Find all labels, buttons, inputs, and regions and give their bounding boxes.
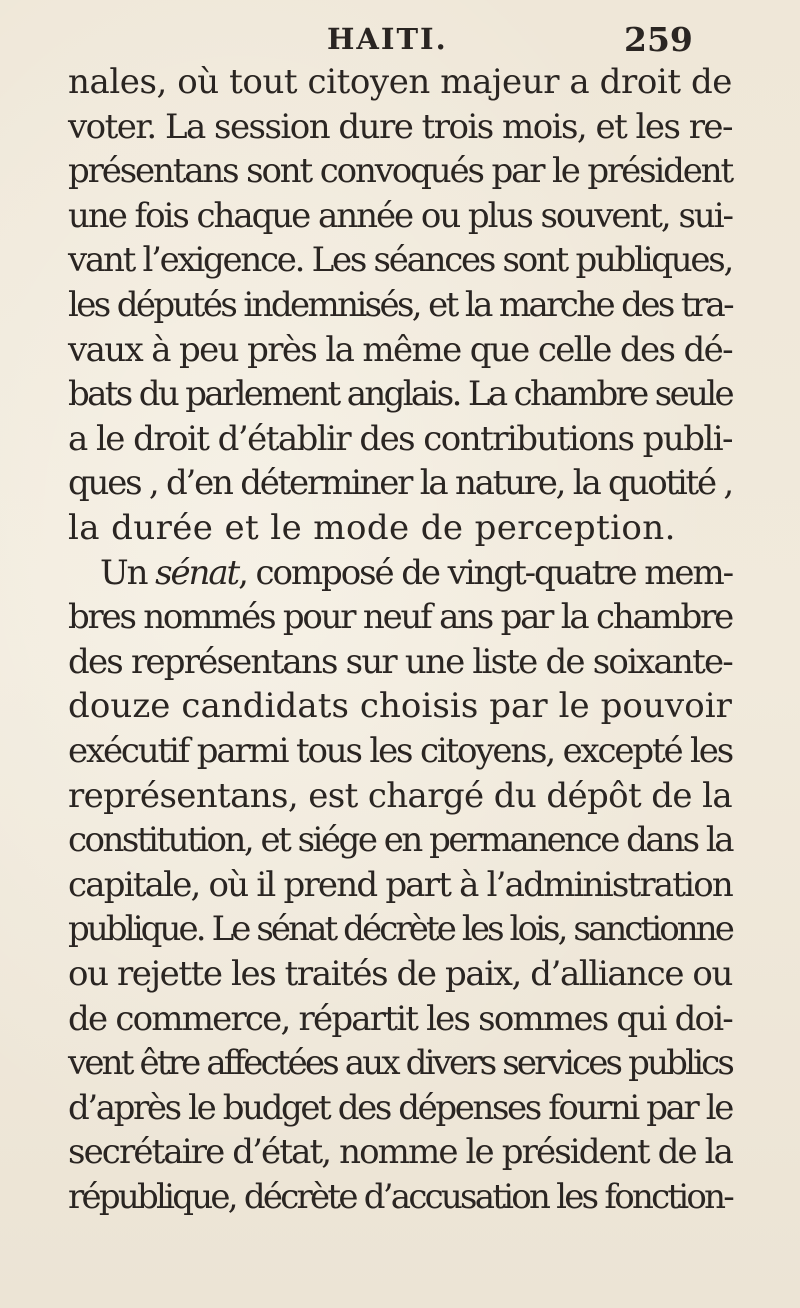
- line-prefix: Un: [100, 552, 156, 593]
- text-line: les députés indemnisés, et la marche des tra-: [68, 285, 732, 325]
- text-line: présentans sont convoqués par le président: [68, 151, 732, 192]
- text-line: des représentans sur une liste de soixante-: [68, 641, 732, 682]
- text-line: secrétaire d’état, nomme le président de la: [68, 1132, 732, 1173]
- text-line: bats du parlement anglais. La chambre seule: [68, 374, 732, 415]
- text-line: capitale, où il prend part à l’administration: [68, 864, 733, 905]
- text-line: ou rejette les traités de paix, d’alliance ou: [68, 954, 732, 994]
- page-number: 259: [624, 20, 693, 59]
- text-line: d’après le budget des dépenses fourni par le: [68, 1087, 732, 1128]
- text-line: république, décrète d’accusation les fonction-: [68, 1177, 732, 1217]
- text-line: de commerce, répartit les sommes qui doi-: [68, 998, 732, 1039]
- text-line: vaux à peu près la même que celle des dé-: [68, 329, 732, 370]
- text-line: exécutif parmi tous les citoyens, excepté les: [68, 731, 732, 771]
- text-line: vent être affectées aux divers services publics: [68, 1043, 732, 1084]
- text-line: la durée et le mode de perception.: [68, 508, 676, 548]
- paragraph-start-line: [100, 553, 732, 597]
- italic-term: sénat: [155, 552, 239, 593]
- text-line: voter. La session dure trois mois, et les re-: [68, 106, 732, 147]
- text-line: ques , d’en déterminer la nature, la quotité ,: [68, 463, 732, 504]
- text-line: constitution, et siége en permanence dans la: [68, 820, 732, 861]
- running-head: HAITI.: [327, 22, 448, 56]
- text-line: représentans, est chargé du dépôt de la: [68, 775, 732, 816]
- text-line: douze candidats choisis par le pouvoir: [68, 686, 732, 727]
- text-line: bres nommés pour neuf ans par la chambre: [68, 597, 732, 638]
- text-line: nales, où tout citoyen majeur a droit de: [68, 62, 732, 102]
- text-line: publique. Le sénat décrète les lois, sanctionne: [68, 909, 732, 950]
- line-suffix: , composé de vingt-quatre mem-: [238, 552, 732, 593]
- page-header: [0, 18, 800, 62]
- text-line: vant l’exigence. Les séances sont publiques,: [68, 240, 732, 281]
- text-line: une fois chaque année ou plus souvent, sui-: [68, 195, 732, 236]
- text-line: a le droit d’établir des contributions publi-: [68, 418, 732, 459]
